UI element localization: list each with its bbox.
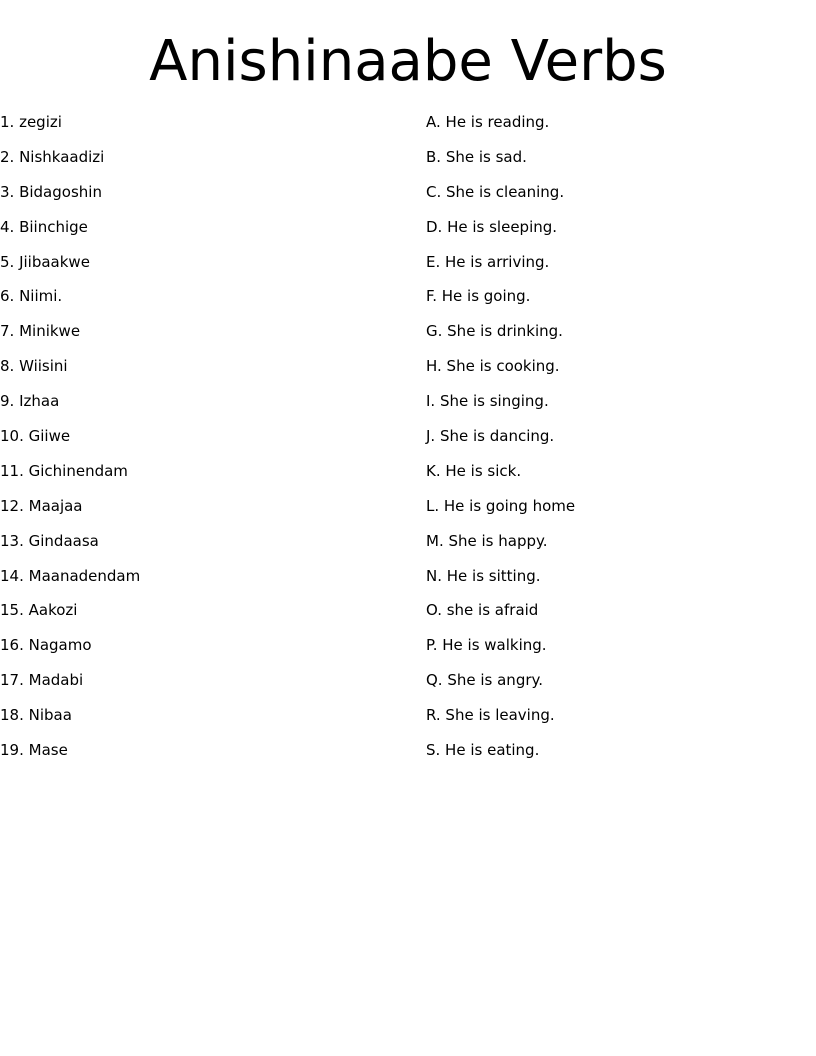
definition-item: M. She is happy. xyxy=(426,531,548,550)
word-item: 19. Mase xyxy=(0,741,68,760)
definition-item: O. she is afraid xyxy=(426,601,539,620)
definition-item: E. He is arriving. xyxy=(426,252,550,271)
definition-item: P. He is walking. xyxy=(426,636,547,655)
word-item: 13. Gindaasa xyxy=(0,531,99,550)
word-item: 8. Wiisini xyxy=(0,357,68,376)
definition-item: L. He is going home xyxy=(426,496,576,515)
definition-item: F. He is going. xyxy=(426,287,531,306)
definition-item: H. She is cooking. xyxy=(426,357,560,376)
definition-item: I. She is singing. xyxy=(426,392,549,411)
word-list xyxy=(0,110,400,773)
definition-item: C. She is cleaning. xyxy=(426,182,565,201)
word-item: 4. Biinchige xyxy=(0,217,88,236)
definition-item: G. She is drinking. xyxy=(426,322,563,341)
word-item: 14. Maanadendam xyxy=(0,566,141,585)
word-item: 11. Gichinendam xyxy=(0,461,128,480)
word-item: 15. Aakozi xyxy=(0,601,78,620)
definition-list xyxy=(426,110,816,773)
word-item: 18. Nibaa xyxy=(0,706,72,725)
definition-item: D. He is sleeping. xyxy=(426,217,558,236)
word-item: 3. Bidagoshin xyxy=(0,182,102,201)
word-item: 10. Giiwe xyxy=(0,427,71,446)
word-item: 16. Nagamo xyxy=(0,636,92,655)
definition-item: B. She is sad. xyxy=(426,147,527,166)
word-item: 7. Minikwe xyxy=(0,322,81,341)
word-item: 12. Maajaa xyxy=(0,496,83,515)
definition-item: R. She is leaving. xyxy=(426,706,555,725)
definition-item: K. He is sick. xyxy=(426,461,522,480)
word-item: 9. Izhaa xyxy=(0,392,60,411)
definition-item: J. She is dancing. xyxy=(426,427,555,446)
word-item: 5. Jiibaakwe xyxy=(0,252,90,271)
word-item: 2. Nishkaadizi xyxy=(0,147,105,166)
word-item: 17. Madabi xyxy=(0,671,84,690)
definition-item: S. He is eating. xyxy=(426,741,540,760)
page-title: Anishinaabe Verbs xyxy=(149,29,667,94)
word-item: 1. zegizi xyxy=(0,113,62,131)
definition-item: N. He is sitting. xyxy=(426,566,541,585)
definition-item: Q. She is angry. xyxy=(426,671,544,690)
definition-item: A. He is reading. xyxy=(426,113,550,131)
word-item: 6. Niimi. xyxy=(0,287,63,306)
